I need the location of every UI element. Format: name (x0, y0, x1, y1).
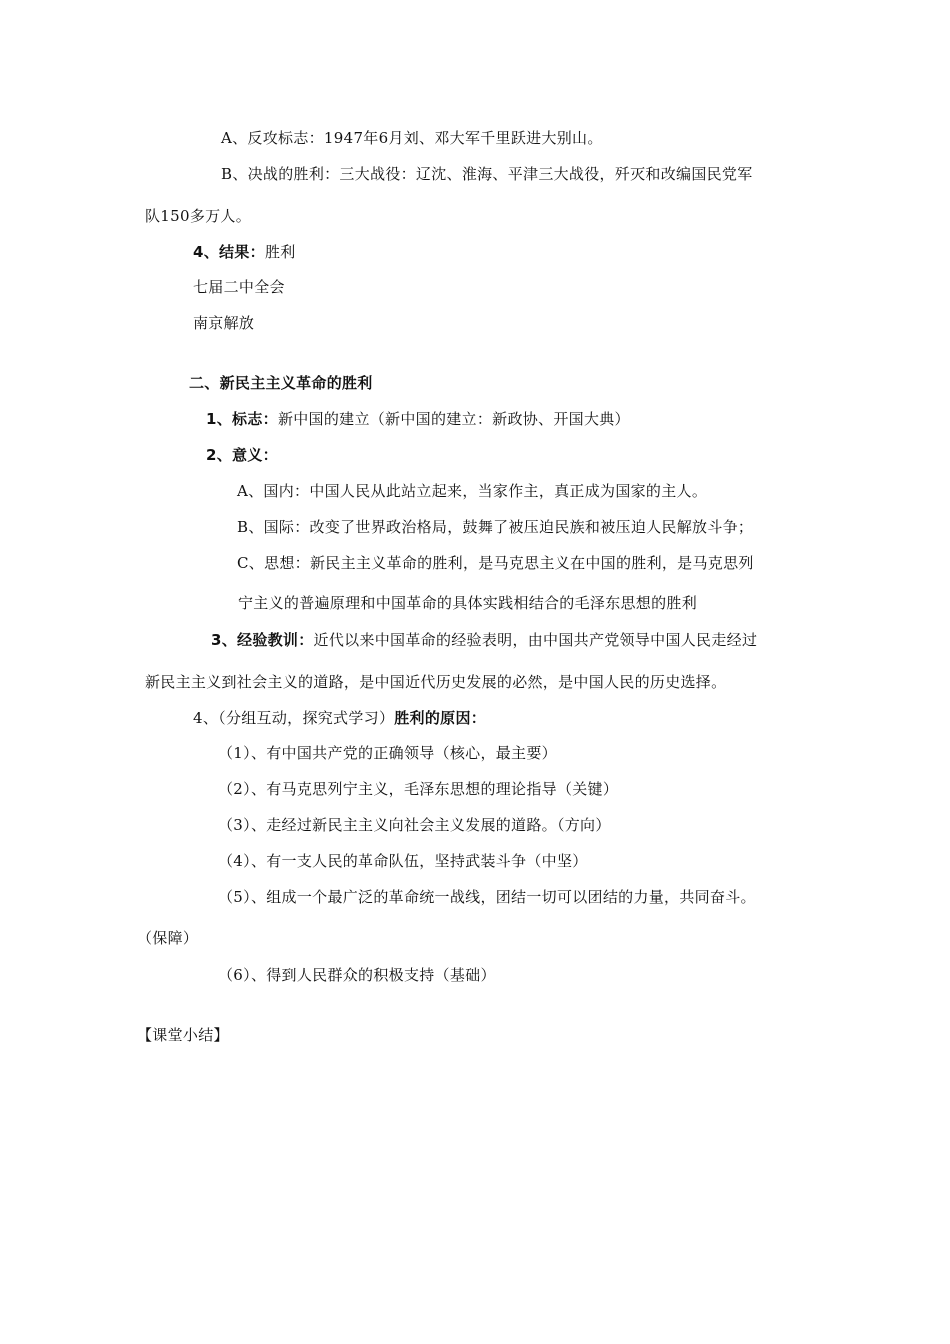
reason-6: （6）、得到人民群众的积极支持（基础） (218, 966, 496, 984)
lesson-value: 近代以来中国革命的经验表明，由中国共产党领导中国人民走经过 (313, 631, 758, 649)
lesson-line (211, 630, 757, 650)
text-line-b-cont: 队150多万人。 (145, 207, 252, 225)
reason-2: （2）、有马克思列宁主义，毛泽东思想的理论指导（关键） (218, 780, 619, 798)
meaning-c-cont: 宁主义的普遍原理和中国革命的具体实践相结合的毛泽东思想的胜利 (238, 594, 698, 612)
item-plenum: 七届二中全会 (193, 278, 285, 296)
lesson-cont: 新民主主义到社会主义的道路，是中国近代历史发展的必然，是中国人民的历史选择。 (145, 673, 727, 691)
reason-1: （1）、有中国共产党的正确领导（核心，最主要） (218, 744, 557, 762)
reasons-prefix: 4、（分组互动，探究式学习） (193, 709, 395, 727)
mark-value: 新中国的建立（新中国的建立：新政协、开国大典） (277, 410, 630, 428)
reason-4: （4）、有一支人民的革命队伍，坚持武装斗争（中坚） (218, 852, 588, 870)
lesson-label: 3、经验教训： (211, 631, 314, 649)
reasons-line (193, 708, 486, 728)
text-line-a: A、反攻标志：1947年6月刘、邓大军千里跃进大别山。 (221, 129, 603, 147)
meaning-b: B、国际：改变了世界政治格局，鼓舞了被压迫民族和被压迫人民解放斗争； (237, 518, 754, 536)
meaning-label: 2、意义： (206, 446, 278, 464)
item-nanjing: 南京解放 (193, 314, 255, 332)
reason-5-cont: （保障） (137, 929, 199, 947)
result-line (193, 242, 296, 262)
result-value: 胜利 (264, 243, 296, 261)
reason-3: （3）、走经过新民主主义向社会主义发展的道路。（方向） (218, 816, 611, 834)
reasons-label: 胜利的原因： (394, 709, 487, 727)
meaning-c: C、思想：新民主主义革命的胜利，是马克思主义在中国的胜利，是马克思列 (237, 554, 754, 572)
meaning-a: A、国内：中国人民从此站立起来，当家作主，真正成为国家的主人。 (237, 482, 708, 500)
mark-label: 1、标志： (206, 410, 278, 428)
section-two-heading: 二、新民主主义革命的胜利 (189, 374, 373, 392)
mark-line (206, 409, 630, 429)
reason-5: （5）、组成一个最广泛的革命统一战线，团结一切可以团结的力量，共同奋斗。 (218, 888, 756, 906)
result-label: 4、结果： (193, 243, 265, 261)
summary-heading: 【课堂小结】 (137, 1026, 229, 1044)
text-line-b: B、决战的胜利：三大战役：辽沈、淮海、平津三大战役，歼灭和改编国民党军 (221, 165, 753, 183)
